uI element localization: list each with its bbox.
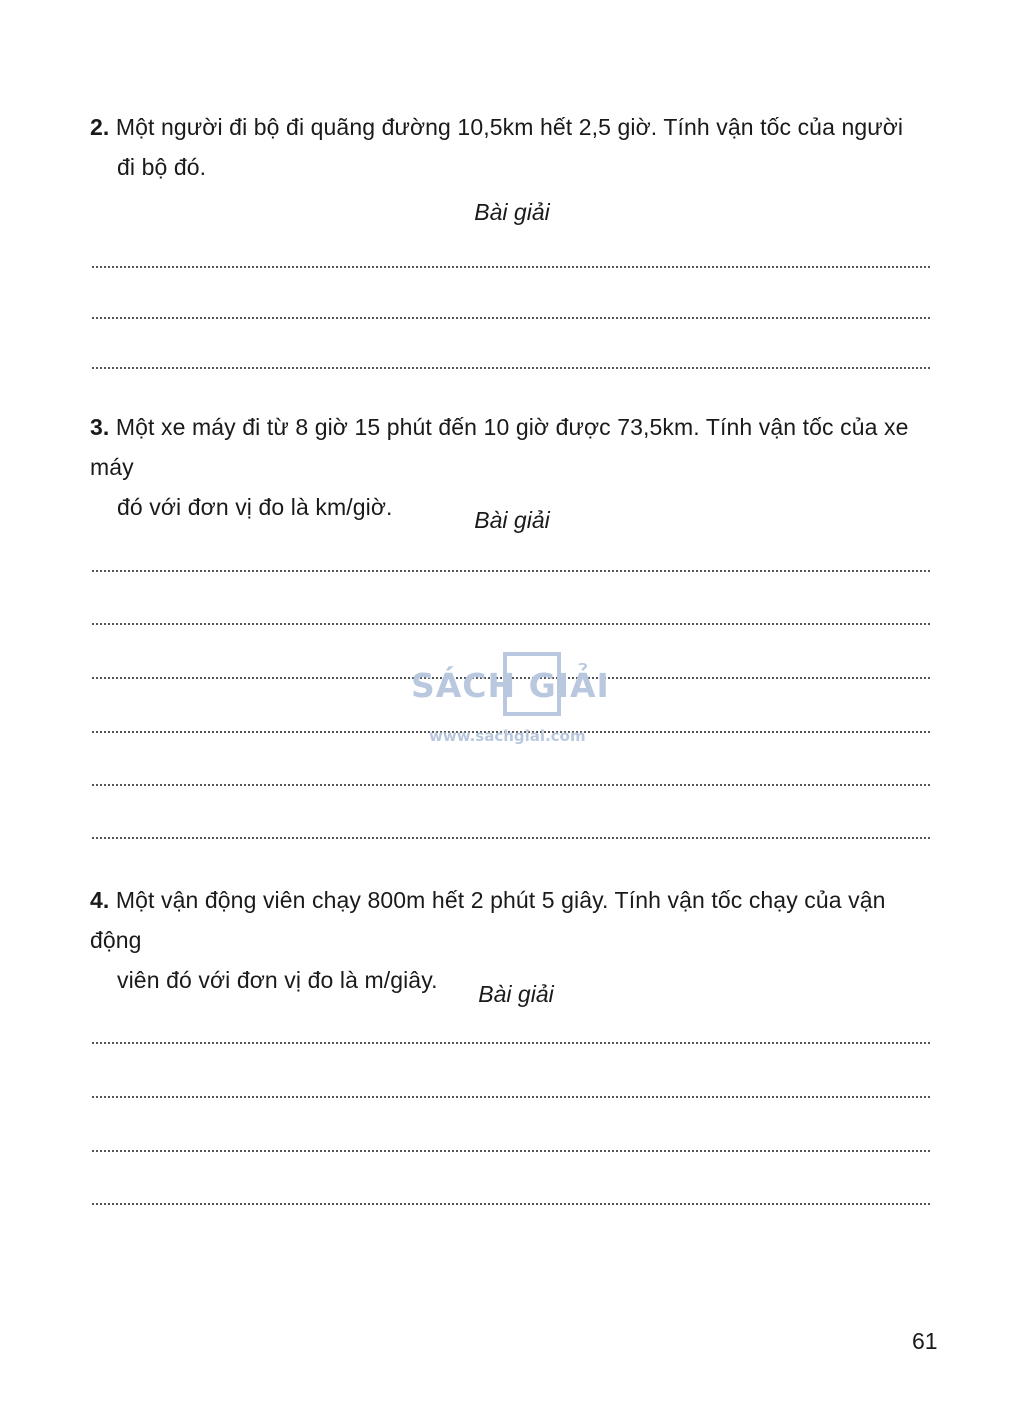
watermark-url: www.sachgiai.com bbox=[429, 727, 586, 745]
answer-line bbox=[92, 623, 930, 625]
problem-4-line2: viên đó với đơn vị đo là m/giây. bbox=[117, 967, 438, 993]
problem-2-line2: đi bộ đó. bbox=[117, 154, 207, 180]
problem-2-number: 2. bbox=[90, 114, 110, 140]
problem-2-heading: Bài giải bbox=[474, 199, 550, 225]
answer-line bbox=[92, 837, 930, 839]
answer-line bbox=[92, 784, 930, 786]
page-number: 61 bbox=[912, 1328, 938, 1354]
answer-line bbox=[92, 570, 930, 572]
problem-4-heading: Bài giải bbox=[478, 981, 554, 1007]
problem-2-line1: Một người đi bộ đi quãng đường 10,5km hết 2,5 giờ. Tính vận tốc của người bbox=[115, 114, 904, 140]
answer-line bbox=[92, 1203, 930, 1205]
answer-line bbox=[92, 266, 930, 268]
answer-line bbox=[92, 367, 930, 369]
sachgiai-watermark bbox=[405, 652, 625, 752]
answer-line bbox=[92, 1096, 930, 1098]
answer-line bbox=[92, 1042, 930, 1044]
problem-4-number: 4. bbox=[90, 887, 110, 913]
problem-3-line2: đó với đơn vị đo là km/giờ. bbox=[117, 494, 393, 520]
answer-line bbox=[92, 1150, 930, 1152]
watermark-brand: SÁCH GIẢI bbox=[411, 666, 610, 705]
problem-3-line1: Một xe máy đi từ 8 giờ 15 phút đến 10 giờ được 73,5km. Tính vận tốc của xe máy bbox=[90, 414, 909, 480]
problem-4-line1: Một vận động viên chạy 800m hết 2 phút 5 giây. Tính vận tốc chạy của vận động bbox=[90, 887, 886, 953]
problem-2 bbox=[90, 107, 940, 187]
answer-line bbox=[92, 317, 930, 319]
problem-3-heading: Bài giải bbox=[474, 507, 550, 533]
problem-2-text bbox=[90, 107, 940, 187]
problem-3-number: 3. bbox=[90, 414, 110, 440]
